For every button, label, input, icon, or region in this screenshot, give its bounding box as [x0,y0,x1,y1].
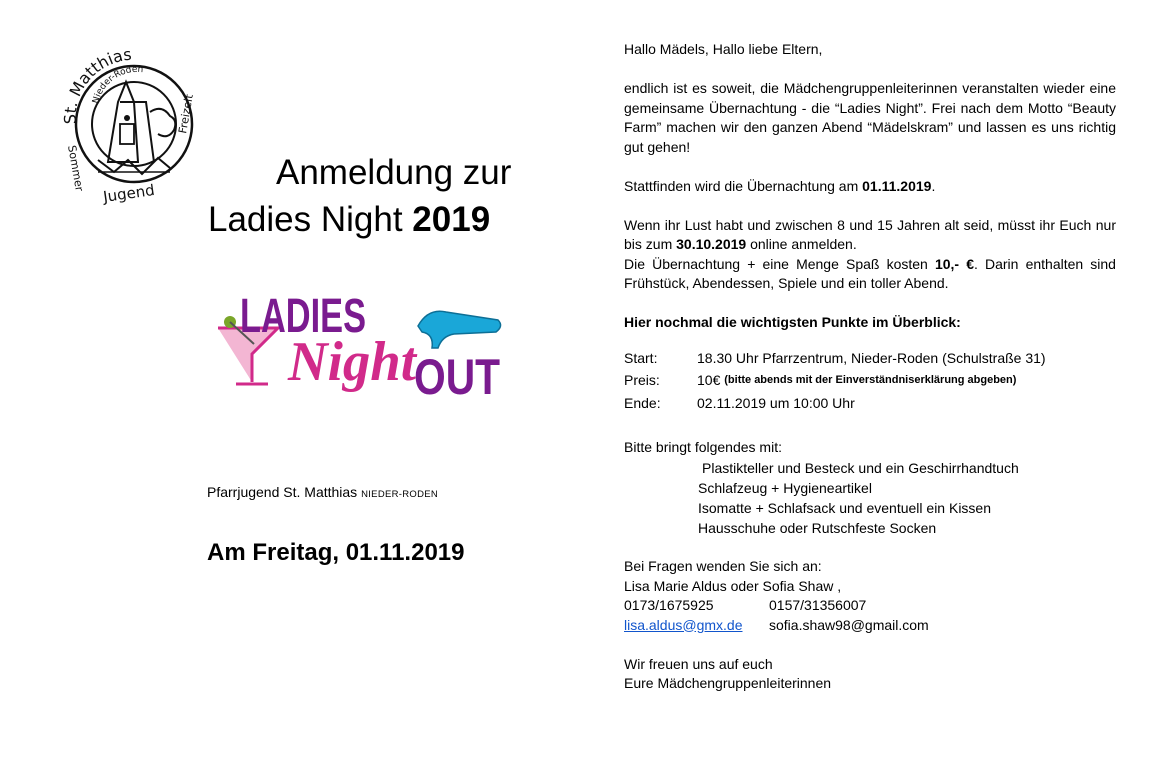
logo-inner-arc-text: Nieder-Roden [91,64,144,105]
cost-text-end: . Darin enthalten sind Frühstück, Abendessen, Spiele und ein toller Abend. [624,255,1116,291]
organization-name [207,484,438,500]
date-bold: 01.11.2019 [862,177,932,194]
list-item: Isomatte + Schlafsack und eventuell ein Kissen [698,499,992,516]
age-text-end: online anmelden. [746,236,857,252]
banner-out-text: OUT [414,349,500,405]
questions-line: Bei Fragen wenden Sie sich an: [624,558,822,574]
phone-2: 0157/31356007 [769,597,867,613]
closing-line-1: Wir freuen uns auf euch [624,655,773,672]
logo-bottom-text: Jugend [102,180,156,206]
contact-names: Lisa Marie Aldus oder Sofia Shaw , [624,577,842,594]
summary-heading: Hier nochmal die wichtigsten Punkte im Überblick: [624,314,961,330]
intro-paragraph: endlich ist es soweit, die Mädchengruppenleiterinnen veranstalten wieder eine gemeinsame Übernachtung - die “Ladies Night”. Frei nach dem Motto “Beauty Farm” machen wir den ganzen Abend “Mädelskram” und lassen es uns richtig gut gehen! [624,80,1116,155]
age-text: Wenn ihr Lust habt und zwischen 8 und 15 Jahren alt seid, müsst ihr Euch nur bis zum [624,216,1116,252]
price-note: (bitte abends mit der Einverständniserklärung abgeben) [724,374,1017,386]
organization-place: NIEDER-RODEN [361,489,439,500]
title-year: 2019 [412,200,491,239]
date-paragraph-end: . [931,177,936,194]
ladies-night-out-banner [216,282,506,405]
phone-1: 0173/1675925 [624,597,714,613]
logo-arc-text: St. Matthias [60,44,133,125]
email-sofia: sofia.shaw98@gmail.com [769,616,929,633]
high-heel-shoe-icon [418,311,501,348]
closing-line-2: Eure Mädchengruppenleiterinnen [624,675,832,691]
bring-list [624,458,1116,538]
cost-bold: 10,- € [934,255,974,272]
date-paragraph-text: Stattfinden wird die Übernachtung am [624,177,863,194]
age-paragraph [624,216,1116,255]
date-paragraph [624,177,1116,197]
bring-heading: Bitte bringt folgendes mit: [624,439,782,455]
logo-left-text: Sommer [65,144,86,193]
detail-row-price [624,369,1116,392]
contact-phones [624,596,1116,616]
event-date-heading: Am Freitag, 01.11.2019 [207,539,465,566]
invitation-letter [624,40,1116,694]
banner-ladies-text: LADIES [240,290,366,343]
banner-night-text: Night [287,331,418,393]
price-value: 10€ [697,372,725,388]
organization-name-text: Pfarrjugend St. Matthias [207,484,362,500]
price-label: Preis: [624,372,660,388]
start-value: 18.30 Uhr Pfarrzentrum, Nieder-Roden (Schulstraße 31) [697,349,1046,366]
start-label: Start: [624,349,658,366]
detail-row-start [624,347,1116,370]
title-line-2-text: Ladies Night [208,200,413,239]
end-value: 02.11.2019 um 10:00 Uhr [697,394,855,411]
logo-right-text: Freizeit [176,93,196,135]
title-line-1: Anmeldung zur [276,153,512,192]
email-link-lisa[interactable]: lisa.aldus@gmx.de [624,616,743,633]
parish-youth-logo [58,42,208,212]
greeting: Hallo Mädels, Hallo liebe Eltern, [624,41,823,57]
cost-text: Die Übernachtung + eine Menge Spaß kosten [624,255,935,272]
deadline-bold: 30.10.2019 [676,236,747,252]
cost-paragraph [624,255,1116,294]
list-item: Hausschuhe oder Rutschfeste Socken [698,519,937,536]
contact-emails [624,616,1116,636]
title-line-2 [208,200,490,240]
list-item: Plastikteller und Besteck und ein Geschirrhandtuch [702,459,1019,476]
end-label: Ende: [624,394,661,411]
detail-row-end [624,392,1116,415]
list-item: Schlafzeug + Hygieneartikel [698,479,872,496]
